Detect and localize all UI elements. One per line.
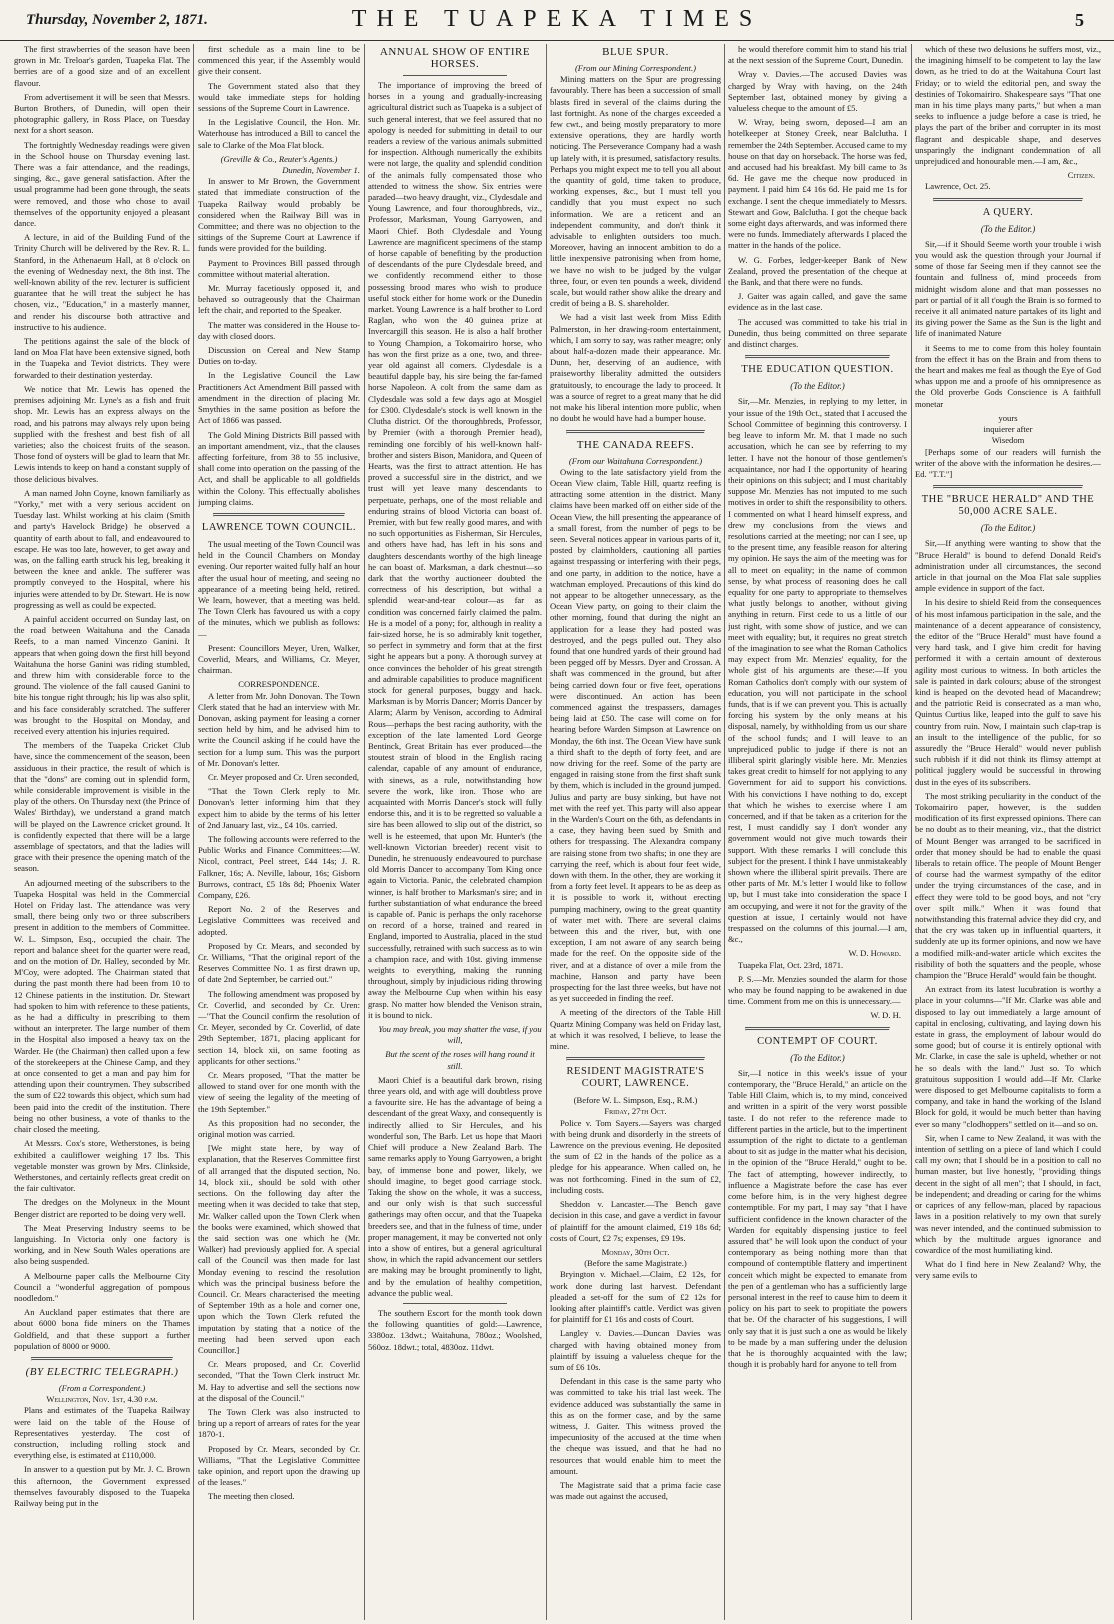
council-paragraph: Cr. Meyer proposed and Cr. Uren seconded, <box>208 771 360 782</box>
telegraph-paragraph: Plans and estimates of the Tuapeka Railway were laid on the table of the House of Representatives yesterday. The cost of construction, including rolling stock and everything else, is estimated at £110,000. <box>14 1405 190 1461</box>
news-item: The members of the Tuapeka Cricket Club have, since the commencement of the season, been assiduous in their practice, the result of which is that the "dons" are coming out in splendid form, while considerable improvement is visible in the play of the others. On Thursday next (the Prince of Wales' Birthday), we understand a grand match will be played on the Lawrence cricket ground. It is confidently expected that there will be a large assemblage of spectators, and that the ladies will grace with their presence the opening match of the season. <box>14 740 190 874</box>
section-divider <box>213 513 345 517</box>
section-divider <box>933 198 1084 202</box>
court-case: W. Wray, being sworn, deposed—I am an hotelkeeper at Stoney Creek, near Balclutha. I remember the 24th September. Accused came to my house on that day on horseback. The horse was fed, and accused had his breakfast. My bill came to 3s 6d. He gave me the cheque now produced in payment. I paid him £4 16s 6d. He paid me 1s for exchange. I sent the cheque immediately to Messrs. Stewart and Gow, Balclutha. I got the cheque back some eight days afterwards, and was informed there were no funds. Immediately afterwards I placed the matter in the hands of the police. <box>728 117 907 251</box>
letter-paragraph: In his desire to shield Reid from the consequences of his most infamous participation in the sale, and the maintenance of a decent appearance of consistency, the editor of the "Bruce Herald" must have found a very hard task, and I give him credit for having performed it with a certain amount of dexterous agility most curious to witness. In both articles the sale is painted in dark colours; abuse of the strongest kind is heaped on the devoted head of Macandrew; and the patriotic Reid is consecrated as a man who, Quintus Curtius like, leaped into the gulf to save his country from ruin. Now, I maintain such clap-trap is an insult to the intelligence of the public, for so assuredly the "Bruce Herald" would never publish such rubbish if it did not think its flimsy attempt at political jugglery would be successful in throwing dust in the eyes of its subscribers. <box>915 597 1101 787</box>
council-paragraph: Proposed by Cr. Mears, and seconded by Cr. Williams, "That the original report of the Reserves Committee No. 1 as first drawn up, of date 2nd September, be carried out." <box>198 940 360 985</box>
reuter-paragraph: Discussion on Cereal and New Stamp Duties on to-day. <box>198 345 360 367</box>
bruce-to-editor: (To the Editor.) <box>980 523 1036 534</box>
telegraph-paragraph: The Government stated also that they would take immediate steps for holding sessions of the Supreme Court in Lawrence. <box>198 80 360 114</box>
news-item: The first strawberries of the season have been grown in Mr. Treloar's garden, Tuapeka Flat. The berries are of a good size and of an excellent flavour. <box>14 44 190 88</box>
news-item: The dredges on the Molyneux in the Mount Benger district are reported to be doing very well. <box>14 1197 190 1219</box>
council-paragraph: [We might state here, by way of explanation, that the Reserves Committee first of all arranged that the disputed section, No. 14, block xii., should be sold with other sections. On the following day after the meeting when it was decided to take that step, Mr. Walker called upon the Town Clerk when the books were examined, which showed that the said section was one which he (Mr. Walker) had previously applied for. A special call of the Council was then made for last Monday evening to rescind the resolution which was the principal business before the Council. Cr. Mears characterised the meeting of September 19th as a hole and corner one, upon which the Town Clerk refuted the imputation by stating that a notice of the meeting had been served upon each Councillor.] <box>198 1143 360 1355</box>
article-paragraph: Maori Chief is a beautiful dark brown, rising three years old, and with age will doubtless prove a favourite sire. He has the advantage of being a descendant of the great Waxy, and consequently is indirectly allied to Sir Hercules, and his wonderful son, The Barb. Let us hope that Maori Chief will produce a New Zealand Barb. The same remarks apply to Young Garryowen, a bright bay, of immense bone and power, likely, we should imagine, to beget good carriage stock. Taking the show on the whole, it was a success, and our only wish is that such successful gatherings may often occur, and that the Tuapeka breeders see, and that in the fulness of time, under proper management, it may be converted not only into a show of entires, but a general agricultural show, in which the rapid advancement our settlers are making may be brought prominently to light, and by the emulation of healthy competition, advance the public weal. <box>368 1074 542 1298</box>
news-item: A man named John Coyne, known familiarly as "Yorky," met with a very serious accident on Tuesday last. Whilst working at his claim (Smith and party's Havelock Bridge) he observed a quantity of earth about to fall, and endeavoured to escape. He was too late, however, to get away and was, on the falling earth struck his leg, breaking it between the knee and ankle. The sufferer was promptly conveyed to the Hospital, where his injuries were attended to by Dr. Stewart. He is now progressing as well as could be expected. <box>14 487 190 610</box>
blue-spur-heading: BLUE SPUR. <box>602 46 669 58</box>
letter-paragraph: An extract from its latest lucubration is worthy a place in your columns—"If Mr. Clarke was able and disposed to lay out immediately a large amount of capital in enclosing, cultivating, and laying down his estate in grass, the employment of labour would do some good; but of course it is entirely optional with Mr. Clarke, in case the sale is upheld, whether or not he so deals with the land." Just so. To which gratuitous supposition I would add—If Mr. Clarke were disposed to get Melbourne capitalists to form a company, and take in hand the working of the Island Block for gold, it would be much better than having ever so many "clodhoppers" settled on it—and so on. <box>915 984 1101 1129</box>
reuter-paragraph: Payment to Provinces Bill passed through committee without material alteration. <box>198 257 360 279</box>
article-paragraph: Owing to the late satisfactory yield from the Ocean View claim, Table Hill, quartz reefing is attracting some attention in the district. Many claims have been marked off on either side of the Ocean View, the hill presenting the appearance of a small forest, from the number of pegs to be seen. Several notices appear in various parts of it, posted by claimholders, cautioning all parties against trespassing or interfering with their pegs, and one party, in addition to the notice, have a watchman employed. Precautions of this kind do not appear to be altogether unnecessary, as the Ocean View party, on going to their claim the other morning, found that during the night an application for a lease they had posted was destroyed, and the pegs pulled out. They also found that one hundred yards of their ground had been pegged off by Messrs. Dyer and Crossan. A shaft was commenced in the ground, but after being carried down four or five feet, operations were discontinued. An action has been commenced against the trespassers, damages being laid at £50. The case will come on for hearing before Warden Simpson at Lawrence on Monday, the 6th inst. The Ocean View have sunk a third shaft to the depth of forty feet, and are now driving for the reef. Some of the party are engaged in raising stone from the first shaft sunk by them, which is included in the ground jumped. Julius and party are busy sinking, but have not met with the reef yet. This party will also appear in the Warden's Court on the 6th, as defendants in a case, they having been sued by Smith and others for trespassing. The Alexandra company are raising stone from two shafts; in one they are carrying the reef, which is about four feet wide, down with them. In the other, they are working it from a forty feet level. It appears to be as deep as it is possible to work it, without erecting pumping machinery, owing to the great quantity of water met with. There are several claims between this and the river, but, with one exception, I am not aware of any search being made for the reef. On the opposite side of the river, and at a distance of over a mile from the machine, Hanson and party have been prospecting for the last three weeks, but have not as yet succeeded in finding the reef. <box>550 466 721 1004</box>
blue-spur-subheading: (From our Mining Correspondent.) <box>574 63 697 73</box>
council-paragraph: A letter from Mr. John Donovan. The Town Clerk stated that he had an interview with Mr. Donovan, asking payment for leasing a corner section held by him, and he advised him to write the Council asking if he could have the section for a lump sum. This was the purport of Mr. Donovan's letter. <box>198 690 360 768</box>
court-case: Wray v. Davies.—The accused Davies was charged by Wray with having, on the 24th September last, obtained money by giving a valueless cheque to the amount of £5. <box>728 69 907 114</box>
council-paragraph: The Town Clerk was also instructed to bring up a report of arrears of rates for the year 1870-1. <box>198 1406 360 1440</box>
council-paragraph: Cr. Mears proposed, "That the matter be allowed to stand over for one month with the view of seeing the legality of the meeting of the 19th September." <box>198 1070 360 1114</box>
section-divider <box>31 1357 174 1361</box>
section-divider <box>566 430 705 434</box>
column-6 <box>915 44 1101 1620</box>
article-paragraph: The importance of improving the breed of horses in a young and gradually-increasing agricultural district such as Tuapeka is a subject of such general interest, that we feel assured that no apology is needed for submitting in detail to our readers a review of the various animals submitted for inspection. Although numerically the exhibits were not large, the quality and splendid condition of the animals fully compensated those who attended to witness the show. Six entries were paraded—two heavy draught, viz., Clydesdale and Young Lawrence, and four thoroughbreds, viz., Professor, Marksman, Young Garryowen, and Maori Chief. Both Clydesdale and Young Lawrence are magnificent specimens of the stamp of horse capable of benefiting by the production of descendants of the pure Clydesdale breed, and we confidently recommend either to those possessing brood mares who wish to produce useful stock either for home work or the Dunedin market. Young Lawrence is a half brother to Lord Raglan, who won the 40 guinea prize at Invercargill this season. He is also a half brother to Young Champion, a Tokomairiro horse, who has won the first prize as a one, two, and three-year old against all comers. Clydesdale is a beautiful dapple bay, his sire being the far-famed horse Napoleon. A colt from the same dam as Clydesdale was sold a few days ago at Mosgiel for £300. Clydesdale's stock is well known in the Clutha district. Of the thoroughbreds, Professor, by Premier (with a thorough Premier head), reminding one forcibly of his well-known half-brother and sisters Bison, Manidora, and Queen of Hearts, was the first to attract attention. He has proved a successful sire in the district, and we trust will yet leave many descendants to perpetuate, perhaps, one of the most reliable and enduring strains of blood Victoria can boast of. Premier, with but few really good mares, and with no such opportunities as Fisherman, Sir Hercules, and others have had, has left in his sons and daughters descendants worthy of the high lineage he can boast of. Marksman, a dark chestnut—so dark that the worthy auctioneer doubted the correctness of his description, but withal a splendid wear-and-tear colour—as far as condition was concerned fairly claimed the palm. He is a model of a pony; for, although in reality a fair-sized horse, he is so admirably knit together, so perfect in symmetry and form that at the first sight he appears but a pony. A thorough survey at once convinces the beholder of his great strength and admirable capabilities to produce magnificent stock for general purposes, buggy and hack. Marksman is by Morris Dancer; Morris Dancer by Alarm; Alarm by Venison, according to Admiral Rous—perhaps the best racing authority, with the exception of the late lamented Lord George Bentinck, Great Britain has ever produced—the stoutest strain of blood in the English racing calendar, capable of any amount of endurance, with sinews, as a rule, notwithstanding how severe the work, like iron. Those who are acquainted with Morris Dancer's stock will fully endorse this, and it is to be regretted so valuable a sire has been allowed to slip out of the district, so well is he esteemed, that upon Mr. Hunter's (the well-known Victorian breeder) recent visit to Dunedin, he strenuously endeavoured to purchase old Morris Dancer to accompany Tom King once again to Victoria. Panic, the celebrated champion winner, is half brother to Marksman's sire; and in further substantiation of what endurance the breed is capable of. Panic is perhaps the only racehorse on record of a horse, trained and reared in England, imported to Australia, placed in the stud successfully, retrained with such success as to win a champion race, and with 10st. giving immense weights to everything, making the running throughout, simply by injudicious riding throwing away the Melbourne Cup when within his easy grasp. No matter how blended the Venison strain, it is bound to nick. <box>368 80 542 1020</box>
court-before-line: (Before the same Magistrate.) <box>584 1258 687 1269</box>
news-item: The fortnightly Wednesday readings were given in the School house on Thursday evening last. There was a fair attendance, and the readings, singing, &c., gave general satisfaction. After the usual programme had been gone through, the seats were removed, and those who chose to avail themselves of the opportunity enjoyed a pleasant dance. <box>14 139 190 229</box>
article-paragraph: We had a visit last week from Miss Edith Palmerston, in her drawing-room entertainment, which, I am sorry to say, was rather meagre; only about half-a-dozen made their appearance. Mr. Dunn, her, deserving of an audience, with praiseworthy liberality admitted the outsiders gratuitously, to encourage the lady to proceed. It was a source of regret to a great many that he did not make his liberal intention more public, when no doubt he would have had a bumper house. <box>550 312 721 424</box>
reuter-paragraph: The Gold Mining Districts Bill passed with an important amendment, viz., that the clauses affecting forfeiture, from 38 to 55 inclusive, shall come into operation on the passing of the Act, and shall be applicable to all goldfields within the Colony. This effectually abolishes jumping claims. <box>198 429 360 507</box>
masthead <box>0 0 1114 41</box>
letter-paragraph: Sir,—If anything were wanting to show that the "Bruce Herald" is bound to defend Donald Reid's administration under all circumstances, the second article in that journal on the Moa Flat sale supplies ample evidence in support of the fact. <box>915 538 1101 594</box>
verse-line: But the scent of the roses will hang round it still. <box>385 1049 535 1071</box>
contempt-heading: CONTEMPT OF COURT. <box>757 1035 878 1047</box>
article-paragraph: A meeting of the directors of the Table Hill Quartz Mining Company was held on Friday last, at which it was resolved, I believe, to lease the mine. <box>550 1007 721 1052</box>
court-case: J. Gaiter was again called, and gave the same evidence as in the last case. <box>728 291 907 313</box>
query-signoff: yours <box>998 412 1018 423</box>
query-heading: A QUERY. <box>982 206 1034 218</box>
section-divider <box>403 1303 507 1304</box>
letter-paragraph: Sir, when I came to New Zealand, it was with the intention of settling on a piece of land which I could call my own; that I should be in a position to call no human master, but live honestly, "providing things decent in the sight of all men"; that I should, in fact, be independent; and dreading or caring for the whims or caprices of any fellow-man, placed by rapacious laws in a position relatively to my own that surely was never intended, and the continued submission to which by the multitude argues ignorance and cowardice of the most humiliating kind. <box>915 1132 1101 1255</box>
issue-date: Thursday, November 2, 1871. <box>26 12 208 28</box>
court-case: Sheddon v. Lancaster.—The Bench gave decision in this case, and gave a verdict in favour of plaintiff for the amount claimed, £19 18s 6d; costs of Court, £2 7s; expenses, £9 19s. <box>550 1199 721 1243</box>
resident-magistrate-heading: RESIDENT MAGISTRATE'S COURT, LAWRENCE. <box>566 1066 705 1090</box>
column-rule <box>546 44 547 1620</box>
postscript-signature: W. D. H. <box>870 1010 901 1021</box>
horse-show-heading: ANNUAL SHOW OF ENTIRE HORSES. <box>379 46 531 70</box>
council-paragraph: Cr. Mears proposed, and Cr. Coverlid seconded, "That the Town Clerk instruct Mr. M. Hay to advertise and sell the sections now at the disposal of the Council." <box>198 1359 360 1403</box>
council-paragraph: Proposed by Cr. Mears, seconded by Cr. Williams, "That the Legislative Committee take opinion, and report upon the drawing up of the leases." <box>198 1443 360 1488</box>
telegraph-paragraph: first schedule as a main line to be commenced this year, if the Assembly would give their consent. <box>198 44 360 77</box>
council-heading: LAWRENCE TOWN COUNCIL. <box>201 521 357 533</box>
reuter-credit: (Greville & Co., Reuter's Agents.) <box>220 153 338 164</box>
query-signoff: inquierer after <box>983 424 1033 435</box>
court-before-line: (Before W. L. Simpson, Esq., R.M.) <box>573 1095 698 1106</box>
telegraph-subheading: (From a Correspondent.) <box>58 1382 146 1393</box>
news-item: The petitions against the sale of the block of land on Moa Flat have been extensive signed, both in the Tuapeka and Teviot districts. They were forwarded to their destination yesterday. <box>14 336 190 380</box>
news-item: A painful accident occurred on Sunday last, on the road between Waitahuna and the Canada Reefs, to a man named Vincenzo Ganini. It appears that when going down the first hill beyond Waitahuna the horse Ganini was riding stumbled, and threw him with considerable force to the ground. The violence of the fall caused Ganini to bite his tongue right through; his lip was also split, and his face considerably scratched. The sufferer was brought to the Hospital on Monday, and received every attention his injuries required. <box>14 613 190 736</box>
court-date: Monday, 30th Oct. <box>601 1246 670 1257</box>
column-5 <box>728 44 907 1620</box>
education-to-editor: (To the Editor.) <box>790 381 845 392</box>
news-item: A lecture, in aid of the Building Fund of the Trinity Church will be delivered by the Rev. R. L. Stanford, in the Athenaeum Hall, at 8 o'clock on the evening of Wednesday next, the 8th inst. The well-known ability of the rev. lecturer is sufficient guarantee that he will treat the subject he has chosen, viz., "Education," in a masterly manner, and render his discourse both attractive and instructive to his audience. <box>14 232 190 332</box>
council-paragraph: The usual meeting of the Town Council was held in the Council Chambers on Monday evening. Our reporter waited fully half an hour after the usual hour of meeting, and seeing no appearance of a meeting being held, retired. We learn, however, that a meeting was held. The Town Clerk has favoured us with a copy of the minutes, which we publish as follows:— <box>198 538 360 639</box>
reuter-dateline: Dunedin, November 1. <box>282 165 360 176</box>
escort-notice: The southern Escort for the month took down the following quantities of gold:—Lawrence, 3380oz. 13dwt.; Waitahuna, 780oz.; Woolshed, 560oz. 18dwt.; total, 4830oz. 11dwt. <box>368 1307 542 1352</box>
verse-line: You may break, you may shatter the vase, if you will, <box>378 1024 542 1046</box>
news-item: An Auckland paper estimates that there are about 6000 bona fide miners on the Thames Goldfield, and that these support a further population of 8000 or 9000. <box>14 1307 190 1351</box>
correspondence-subheading: CORRESPONDENCE. <box>238 679 320 690</box>
council-paragraph: The meeting then closed. <box>208 1491 295 1502</box>
reuter-paragraph: In the Legislative Council the Law Practitioners Act Amendment Bill passed with amendment in the direction of placing Mr. Smythies in the same position as before the Act of 1866 was passed. <box>198 370 360 426</box>
council-paragraph: Present: Councillors Meyer, Uren, Walker, Coverlid, Mears, and Williams, Cr. Meyer, chairman. <box>198 642 360 676</box>
council-paragraph: The following accounts were referred to the Public Works and Finance Committees:—W. Nicol, contract, Peel street, £44 14s; J. R. Falkner, 16s; A. Neville, labour, 16s; Gisborn Burrows, contract, £5 18s 8d; Phoenix Water Company, £26. <box>198 834 360 901</box>
query-to-editor: (To the Editor.) <box>980 223 1036 234</box>
canada-reefs-subheading: (From our Waitahuna Correspondent.) <box>568 455 703 466</box>
article-paragraph: Mining matters on the Spur are progressing favourably. There has been a succession of small blasts fired in several of the claims during the last fortnight. As none of the charges exceeded a few cwt., and being mostly preparatory to more extensive operations, they are hardly worth noticing. The Perseverance Company had a wash up lately with, it is presumed, satisfactory results. Perhaps you might expect me to tell you all about the quantity of gold, time taken to produce, working expenses, &c., but I must tell you candidly that you must expect no such information. We are a reticent and an independent community, and don't think it advisable to enlighten outsiders too much. Moreover, having an innocent ambition to do a little inexpensive patronising when from home, we have no wish to be judged by the vulgar three, four, or even ten pounds a week, dividend scale, but would rather show alike the dreary and credit of being a B. S. shareholder. <box>550 74 721 309</box>
query-signoff: Wisedom <box>991 435 1025 446</box>
letter-paragraph: Sir,—Mr. Menzies, in replying to my letter, in your issue of the 19th Oct., stated that I accused the School Committee of beginning this controversy. I beg leave to inform Mr. M. that I made no such accusation, which he can see by referring to my letter. I have not the honour of those gentlemen's acquaintance, nor had I the opportunity of hearing their opinions on this subject; and I must charitably suppose Mr. Menzies has not imputed to me such motives in order to shift the responsibility to others. I commented on what I heard himself express, and drew my conclusions from the views and resolutions carried at the meeting; nor can I see, up to the present time, any feasible reason for altering my opinion. He says the aim of the meeting was for all to meet on equality; in the name of common sense, by what process of reasoning does he call equality for one party to appropriate to themselves what justly belongs to another, without giving anything in return. First cede to us a little of our just right, with some show of justice, and we can meet with equality; but, it requires no great stretch of the imagination to see what the Roman Catholics may expect from Mr. Menzies' equality, for the whole gist of his arguments are these:—If you Roman Catholics don't comply with our system of education, you will not participate in the school funds, that is if we can prevent you. This is actually forcing his system by the only means at his disposal, namely, by withholding from us our share of the school funds; and I will leave to an unprejudiced public to judge if there is not an illiberal spirit glaringly visible here. Mr. Menzies takes great credit to himself for not applying to any Government for aid to support his convictions. With his convictions I have nothing to do, except that which he wishes to exercise where I am concerned, and if that be taken as a criterion for the rest, I must candidly say I don't wonder any government would not give much towards their support. With these remarks I will conclude this subject for the present. I think I have unmistakeably shown where the illiberal spirit prevails. There are other parts of Mr. M.'s letter I would like to follow up, but I must take into consideration the space I am occupying, and were it not for the gravity of the question at issue, I certainly would not have trespassed on the columns of this journal.—I am, &c., <box>728 396 907 945</box>
letter-place: Lawrence, Oct. 25. <box>925 181 991 192</box>
letter-paragraph: it Seems to me to come from this holey fountain from the effect it has on the Brain and from thens to the heart and makes me feal as though the Eye of God whas uppon me and a proofe of his omnipresence as the Old proverbe Gods Conscience is A faithfull monetar <box>915 342 1101 409</box>
letter-signature: W. D. Howard. <box>848 948 901 959</box>
section-divider <box>933 485 1084 489</box>
telegraph-heading: (BY ELECTRIC TELEGRAPH.) <box>25 1365 179 1378</box>
canada-reefs-heading: THE CANADA REEFS. <box>576 438 695 451</box>
letter-paragraph: Sir,—if it Should Seeme worth your trouble i wish you would ask the question through your Journal if some of those far Seeing men if they cannot see the fountain and fullness of, mind proceeds from midnight wisdom alone and that man possesses no part or partial of it all t'ough the Brain is so formed to receive it all animated nature partakes of its light and its giving power the Same as the Sun is the light and life of inanimated Nature <box>915 238 1101 339</box>
letter-postscript: P. S.—Mr. Menzies sounded the alarm for those who may be found napping to be awakened in due time. Comment from me on this is unnecessary.— <box>728 973 907 1007</box>
telegraph-paragraph: In the Legislative Council, the Hon. Mr. Waterhouse has introduced a Bill to cancel the sale to Clarke of the Moa Flat block. <box>198 117 360 150</box>
news-item: From advertisement it will be seen that Messrs. Burton Brothers, of Dunedin, will open their photographic gallery, in Ross Place, on Tuesday next for a short season. <box>14 91 190 136</box>
court-date: Friday, 27th Oct. <box>604 1106 667 1117</box>
news-item: We notice that Mr. Lewis has opened the premises adjoining Mr. Lyne's as a fish and fruit shop. Mr. Lewis has an express always on the road, and his patrons may always rely upon being supplied with the freshest and best fish of all varieties; also the choicest fruits of the season. Those fond of oysters will be glad to learn that Mr. Lewis intends to keep on hand a constant supply of those delicious bivalves. <box>14 383 190 484</box>
court-case: he would therefore commit him to stand his trial at the next session of the Supreme Court, Dunedin. <box>728 44 907 66</box>
court-case: Police v. Tom Sayers.—Sayers was charged with being drunk and disorderly in the streets of Lawrence on the previous evening. He deposited the sum of £2 in the hands of the police as a pledge for his appearance. When called on, he was not forthcoming. Fined in the sum of £2, including costs. <box>550 1117 721 1195</box>
education-heading: THE EDUCATION QUESTION. <box>741 364 894 376</box>
column-rule <box>724 44 725 1620</box>
section-divider <box>566 1057 705 1061</box>
court-case: W. G. Forbes, ledger-keeper Bank of New Zealand, proved the presentation of the cheque at the Bank, and that there were no funds. <box>728 254 907 288</box>
page-number: 5 <box>1075 10 1084 30</box>
column-rule <box>911 44 912 1620</box>
telegraph-paragraph: In answer to a question put by Mr. J. C. Brown this afternoon, the Government expressed themselves favourably disposed to the Tuapeka Railway being put in the <box>14 1464 190 1508</box>
telegraph-dateline: Wellington, Nov. 1st, 4.30 p.m. <box>46 1394 158 1405</box>
council-paragraph: Report No. 2 of the Reserves and Legislative Committees was received and adopted. <box>198 904 360 937</box>
section-divider <box>745 355 890 359</box>
letter-signature: Citizen. <box>1067 170 1095 181</box>
bruce-herald-heading: THE "BRUCE HERALD" AND THE 50,000 ACRE SALE. <box>921 494 1095 518</box>
court-case: Langley v. Davies.—Duncan Davies was charged with having obtained money from plaintiff by issuing a valueless cheque for the sum of £6 10s. <box>550 1328 721 1372</box>
column-2 <box>198 44 360 1620</box>
contempt-to-editor: (To the Editor.) <box>790 1052 845 1063</box>
court-case: The accused was committed to take his trial in Dunedin, thus being committed on three separate and distinct charges. <box>728 316 907 350</box>
council-paragraph: "That the Town Clerk reply to Mr. Donovan's letter informing him that they expect him to abide by the terms of his letter of 2nd January last, viz., £4 10s. carried. <box>198 786 360 830</box>
newspaper-title: THE TUAPEKA TIMES <box>351 6 763 32</box>
reuter-paragraph: In answer to Mr Brown, the Government stated that immediate construction of the Tuapeka Railway would probably be considered when the Railway Bill was in Committee; and there was no objection to the sittings of the Supreme Court at Lawrence if funds were provided for the building. <box>198 176 360 254</box>
editor-note: [Perhaps some of our readers will furnish the writer of the above with the information he desires.—Ed. "T.T."] <box>915 446 1101 479</box>
news-item: An adjourned meeting of the subscribers to the Tuapeka Hospital was held in the Commercial Hotel on Friday last. The attendance was very small, there being only two or three subscribers present in addition to the members of Committee. W. L. Simpson, Esq., occupied the chair. The report and balance sheet for the quarter were read, and on the motion of Dr. Halley, seconded by Mr. M'Coy, were adopted. The Chairman stated that during the past month there had been from 10 to 12 Chinese patients in the institution. Dr. Stewart had spoken to him with reference to these patients, as he had a difficulty in prescribing to them without an interpreter. The large number of them in the Hospital also imposed a heavy tax on the Warder. He (the Chairman) then called upon a few of the storekeepers at the Chinese Camp, and they at once consented to get a man and pay him for attending upon their countrymen. They subscribed the sum of £22 towards this object, which sum had been paid into the credit of the institution. There being no other business, a vote of thanks to the chair closed the meeting. <box>14 877 190 1135</box>
column-1 <box>14 44 190 1620</box>
letter-place: Tuapeka Flat, Oct. 23rd, 1871. <box>738 959 844 970</box>
column-4 <box>550 44 721 1620</box>
news-item: The Meat Preserving Industry seems to be languishing. In Victoria only one factory is working, and in New South Wales operations are also being suspended. <box>14 1222 190 1267</box>
council-paragraph: The following amendment was proposed by Cr. Coverlid, and seconded by Cr. Uren:—"That the Council confirm the resolution of Cr. Meyer, seconded by Cr. Coverlid, of date 29th September, 1871, placing applicant for section 14, block xii, on same footing as applicants for other sections." <box>198 988 360 1066</box>
court-case: The Magistrate said that a prima facie case was made out against the accused, <box>550 1479 721 1502</box>
section-divider <box>745 1027 890 1031</box>
column-3 <box>368 44 542 1620</box>
section-divider <box>403 75 507 76</box>
local-news <box>14 44 190 1352</box>
news-item: At Messrs. Cox's store, Wetherstones, is being exhibited a cauliflower weighing 17 lbs. This vegetable monster was grown by Mrs. Clinkside, Wetherstones, and certainly reflects great credit on the fair cultivator. <box>14 1138 190 1194</box>
letter-paragraph: The most striking peculiarity in the conduct of the Tokomairiro paper, however, is the sudden modification of its first expressed opinions. There can be no doubt as to their meaning, viz., that the district of Mount Benger was arranged to be sacrificed in order that money should be had to enable the quasi liberals to retain office. The people of Mount Benger of course had the warmest sympathy of the editor under the trying circumstances of the case, and in effect they were told to be good boys, and not "cry over spilt milk." When it was found that notwithstanding this fraternal advice they did cry, and that the cry was taken up in influential quarters, it suddenly ate up its former opinions, and now we have a modified milk-and-water article which excites the risibility of both the squatters and the people, whose champion the "Bruce Herald" would fain be thought. <box>915 790 1101 981</box>
letter-paragraph: Sir,—I notice in this week's issue of your contemporary, the "Bruce Herald," an article on the Table Hill Claim, which is, to my mind, conceived and written in a spirit of the very worst possible taste. I do not refer to the reference made to different parties in the article, but to the impertinent assumption of the right to dictate to a gentleman about to sit as judge in the matter what his decision, in the opinion of the "Bruce Herald," ought to be. The fact of attempting, however indirectly, to influence a Magistrate before the case has ever come before him, is in the very highest degree contemptible. For my part, I may say "that I have sufficient confidence in the known character of the Warden for equitably dispensing justice to feel assured that" he will look upon the conduct of your contemporary as being nothing more than that compound of contemptible flattery and impertinent conceit which might be expected to emanate from the pen of a gentleman who has a sufficiently large personal interest in the reef to cause him to deem it policy on his part to seek to propitiate the powers that be. Of the character of his suggestions, I will only say that it is just such a one as would be likely to be made by a man suffering under the delusion that he is thoroughly acquainted with the law; though it is probably hard for anyone to tell from <box>728 1067 907 1370</box>
court-case: Bryington v. Michael.—Claim, £2 12s, for work done during last harvest. Defendant pleaded a set-off for the sum of £2 12s for looking after plaintiff's cattle. Verdict was given for plaintiff for £1 16s and costs of Court. <box>550 1269 721 1325</box>
court-case: Defendant in this case is the same party who was committed to take his trial last week. The evidence adduced was substantially the same in this as on the former case, and by the same witness, J. Gaiter. This witness proved the impecuniosity of the accused at the time when the cheque was issued, and that he had no resources that would enable him to meet the amount. <box>550 1376 721 1476</box>
column-rule <box>193 44 194 1620</box>
letter-paragraph: What do I find here in New Zealand? Why, the very same evils to <box>915 1259 1101 1281</box>
reuter-paragraph: Mr. Murray facetiously opposed it, and behaved so outrageously that the Chairman left the chair, and reported to the Speaker. <box>198 283 360 316</box>
council-paragraph: As this proposition had no seconder, the original motion was carried. <box>198 1117 360 1140</box>
news-item: A Melbourne paper calls the Melbourne City Council a "wonderful aggregation of pompous noodledom." <box>14 1270 190 1303</box>
reuter-paragraph: The matter was considered in the House to-day with closed doors. <box>198 319 360 341</box>
letter-paragraph: which of these two delusions he suffers most, viz., the imagining himself to be competent to lay the law down, as he tried to do at the Waitahuna Court last Friday; or to wield the editorial pen, and sway the destinies of Tokomairiro. Shakespeare says "That one man in his time plays many parts," but when a man seeks to influence a judge before a case is tried, he plays the part of the briber and corrupter in its most flagrant and despicable shape, and deserves unsparingly the indignant condemnation of all unprejudiced and honourable men.—I am, &c., <box>915 44 1101 167</box>
column-rule <box>364 44 365 1620</box>
